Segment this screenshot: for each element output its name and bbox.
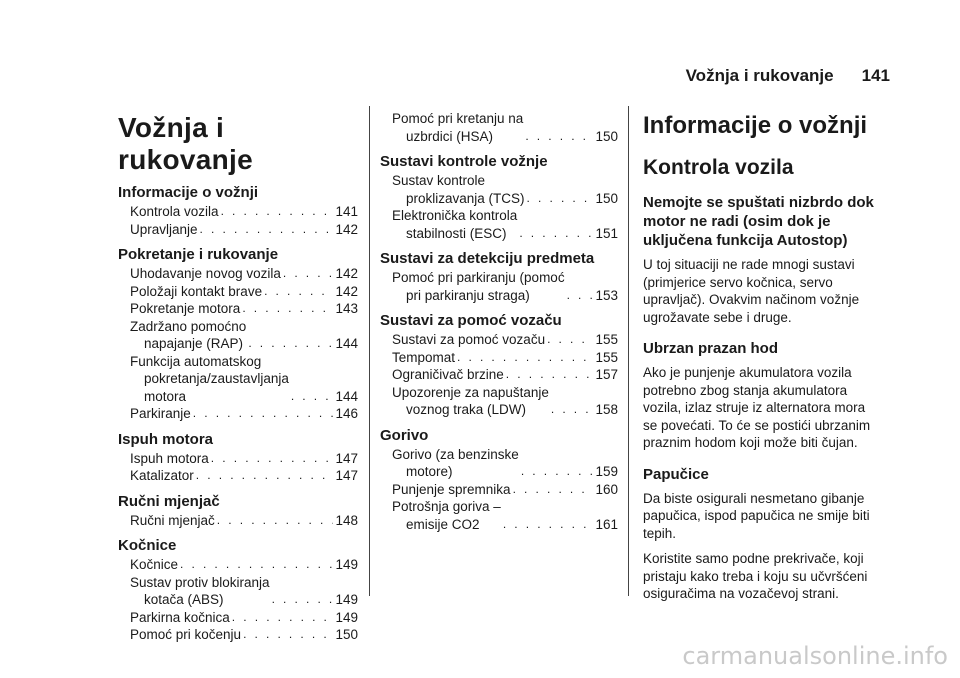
toc-page-number: 142 [335, 266, 358, 281]
chapter-title: Vožnja i rukovanje [118, 112, 253, 175]
column-divider [628, 106, 629, 596]
toc-heading: Sustavi za pomoć vozaču [380, 312, 562, 329]
toc-entry[interactable] [118, 203, 358, 221]
toc-leader-dots [547, 331, 593, 349]
toc-entry[interactable] [380, 110, 618, 145]
toc-entry[interactable] [118, 467, 358, 485]
toc-leader-dots [291, 388, 334, 406]
toc-page-number: 158 [595, 402, 618, 417]
toc-entry-text: Kočnice [130, 557, 179, 572]
running-title: Vožnja i rukovanje [685, 66, 834, 85]
toc-leader-dots [503, 516, 594, 534]
toc-entry-text: Ograničivač brzine [392, 367, 504, 382]
toc-page-number: 142 [335, 221, 358, 237]
toc-leader-dots [527, 190, 594, 208]
toc-page-number: 160 [595, 481, 618, 497]
toc-section [380, 153, 618, 242]
toc-heading: Ispuh motora [118, 430, 214, 448]
toc-heading: Informacije o vožnji [118, 184, 259, 201]
toc-entry[interactable] [118, 300, 358, 318]
toc-section [118, 537, 358, 644]
toc-page-number: 155 [595, 332, 618, 347]
toc-entry[interactable] [118, 265, 358, 283]
toc-entry-text: Parkirna kočnica [130, 609, 230, 625]
toc-entry-text: Upozorenje za napuštanje voznog traka (LDW) [392, 384, 549, 417]
toc-entry[interactable] [380, 349, 618, 367]
toc-page-number: 143 [335, 301, 358, 316]
toc-page-number: 150 [335, 627, 358, 642]
toc-entry-text: Upravljanje [130, 221, 198, 237]
toc-column-2 [380, 100, 618, 533]
toc-heading: Sustavi kontrole vožnje [380, 153, 548, 170]
toc-leader-dots [283, 265, 334, 283]
toc-leader-dots [457, 349, 593, 367]
toc-leader-dots [211, 450, 334, 468]
toc-entry-text: Punjenje spremnika [392, 481, 511, 497]
toc-entry[interactable] [380, 384, 618, 419]
toc-page-number: 159 [595, 464, 618, 479]
toc-leader-dots [193, 405, 334, 423]
toc-entry[interactable] [118, 609, 358, 627]
toc-entry-text: Elektronička kontrola stabilnosti (ESC) [392, 208, 518, 241]
toc-leader-dots [180, 556, 333, 574]
toc-entry[interactable] [118, 574, 358, 609]
toc-entry[interactable] [118, 512, 358, 530]
toc-entry-text: Uhodavanje novog vozila [130, 266, 281, 281]
toc-entry[interactable] [118, 556, 358, 574]
toc-leader-dots [551, 401, 594, 419]
toc-leader-dots [272, 591, 334, 609]
toc-page-number: 144 [335, 336, 358, 351]
toc-leader-dots [200, 221, 334, 239]
paragraph-heading: Nemojte se spuštati nizbrdo dok motor ne radi (osim dok je uključena funkcija Autostop) [643, 194, 874, 249]
body-paragraph: Da biste osigurali nesmetano gibanje papučica, ispod papučica ne smije biti tepih. [643, 490, 870, 541]
toc-entry[interactable] [118, 450, 358, 468]
body-paragraph: U toj situaciji ne rade mnogi sustavi (primjerice servo kočnica, servo upravljač). Ovakvim načinom vožnje ugrožavate sebe i druge. [643, 257, 860, 325]
toc-leader-dots [221, 203, 334, 221]
toc-entry[interactable] [118, 626, 358, 644]
toc-entry[interactable] [118, 353, 358, 406]
toc-leader-dots [513, 481, 594, 499]
body-paragraph: Koristite samo podne prekrivače, koji pristaju kako treba i koju su učvršćeni osiguračima na vozačevoj strani. [643, 551, 868, 601]
content-column [643, 100, 880, 611]
toc-entry[interactable] [118, 405, 358, 423]
toc-page-number: 157 [595, 367, 618, 382]
toc-page-number: 149 [335, 609, 358, 625]
toc-leader-dots [242, 300, 333, 318]
body-paragraph: Ako je punjenje akumulatora vozila potrebno zbog stanja akumulatora vozila, izlaz struje iz alternatora mora se povećati. To će se postići ubrzanim praznim hodom koji može biti čujan. [643, 365, 871, 450]
toc-leader-dots [506, 366, 594, 384]
toc-section [380, 427, 618, 534]
toc-page-number: 150 [595, 190, 618, 206]
toc-page-number: 153 [595, 287, 618, 303]
toc-entry[interactable] [380, 366, 618, 384]
toc-page-number: 148 [335, 512, 358, 528]
toc-section [118, 246, 358, 423]
toc-page-number: 150 [595, 128, 618, 144]
toc-page-number: 141 [335, 204, 358, 219]
toc-entry-text: Pomoć pri parkiranju (pomoć pri parkiranju straga) [392, 270, 565, 303]
toc-entry-text: Sustav protiv blokiranja kotača (ABS) [130, 574, 270, 607]
toc-page-number: 149 [335, 557, 358, 572]
toc-entry[interactable] [380, 446, 618, 481]
toc-heading: Sustavi za detekciju predmeta [380, 250, 595, 267]
toc-page-number: 146 [335, 406, 358, 421]
toc-section [118, 184, 358, 238]
toc-leader-dots [217, 512, 334, 530]
toc-section [118, 431, 358, 485]
toc-entry[interactable] [380, 172, 618, 207]
toc-entry[interactable] [380, 207, 618, 242]
toc-column-1 [118, 100, 358, 644]
toc-entry-text: Ispuh motora [130, 450, 209, 466]
toc-entry-text: Ručni mjenjač [130, 512, 215, 528]
toc-page-number: 161 [595, 516, 618, 532]
toc-entry-text: Kontrola vozila [130, 204, 219, 219]
toc-page-number: 147 [335, 450, 358, 466]
toc-entry[interactable] [380, 481, 618, 499]
paragraph-heading: Ubrzan prazan hod [643, 340, 779, 357]
toc-entry-text: Parkiranje [130, 406, 191, 421]
toc-entry-text: Pomoć pri kretanju na uzbrdici (HSA) [392, 111, 524, 144]
toc-leader-dots [567, 287, 594, 305]
toc-heading: Kočnice [118, 537, 177, 554]
toc-leader-dots [243, 626, 333, 644]
toc-entry[interactable] [118, 221, 358, 239]
toc-entry-text: Pomoć pri kočenju [130, 627, 242, 642]
toc-entry[interactable] [118, 318, 358, 353]
toc-page-number: 151 [595, 225, 618, 241]
toc-heading: Ručni mjenjač [118, 492, 220, 510]
toc-entry[interactable] [380, 498, 618, 533]
watermark: carmanualsonline.info [682, 642, 948, 670]
toc-heading: Pokretanje i rukovanje [118, 246, 279, 263]
toc-leader-dots [519, 225, 593, 243]
toc-entry-text: Katalizator [130, 468, 194, 483]
toc-entry-text: Funkcija automatskog pokretanja/zaustavljanja motora [130, 353, 289, 404]
toc-entry-text: Položaji kontakt brave [130, 283, 263, 299]
toc-page-number: 147 [335, 468, 358, 483]
toc-leader-dots [248, 335, 333, 353]
toc-page-number: 149 [335, 592, 358, 607]
toc-section [380, 312, 618, 419]
toc-entry[interactable] [380, 269, 618, 304]
column-divider [369, 106, 370, 596]
page-number: 141 [861, 66, 890, 85]
toc-entry[interactable] [380, 331, 618, 349]
toc-leader-dots [525, 128, 593, 146]
section-title: Informacije o vožnji [643, 112, 868, 139]
toc-page-number: 142 [335, 283, 358, 299]
toc-entry-text: Sustavi za pomoć vozaču [392, 332, 546, 347]
toc-leader-dots [521, 463, 594, 481]
toc-entry-text: Gorivo (za benzinske motore) [392, 446, 519, 479]
toc-entry-text: Tempomat [392, 349, 456, 365]
toc-page-number: 144 [335, 388, 358, 404]
toc-leader-dots [196, 467, 334, 485]
toc-section [118, 493, 358, 530]
toc-entry-text: Zadržano pomoćno napajanje (RAP) [130, 318, 247, 351]
toc-section [380, 110, 618, 145]
toc-leader-dots [264, 283, 333, 301]
running-head [686, 66, 890, 86]
toc-heading: Gorivo [380, 426, 429, 444]
toc-section [380, 250, 618, 304]
toc-entry-text: Sustav kontrole proklizavanja (TCS) [392, 173, 525, 206]
toc-leader-dots [232, 609, 334, 627]
toc-entry-text: Pokretanje motora [130, 301, 241, 316]
subsection-title: Kontrola vozila [643, 156, 794, 179]
toc-entry[interactable] [118, 283, 358, 301]
toc-page-number: 155 [595, 349, 618, 365]
toc-entry-text: Potrošnja goriva – emisije CO2 [392, 499, 501, 532]
paragraph-heading: Papučice [643, 465, 709, 483]
